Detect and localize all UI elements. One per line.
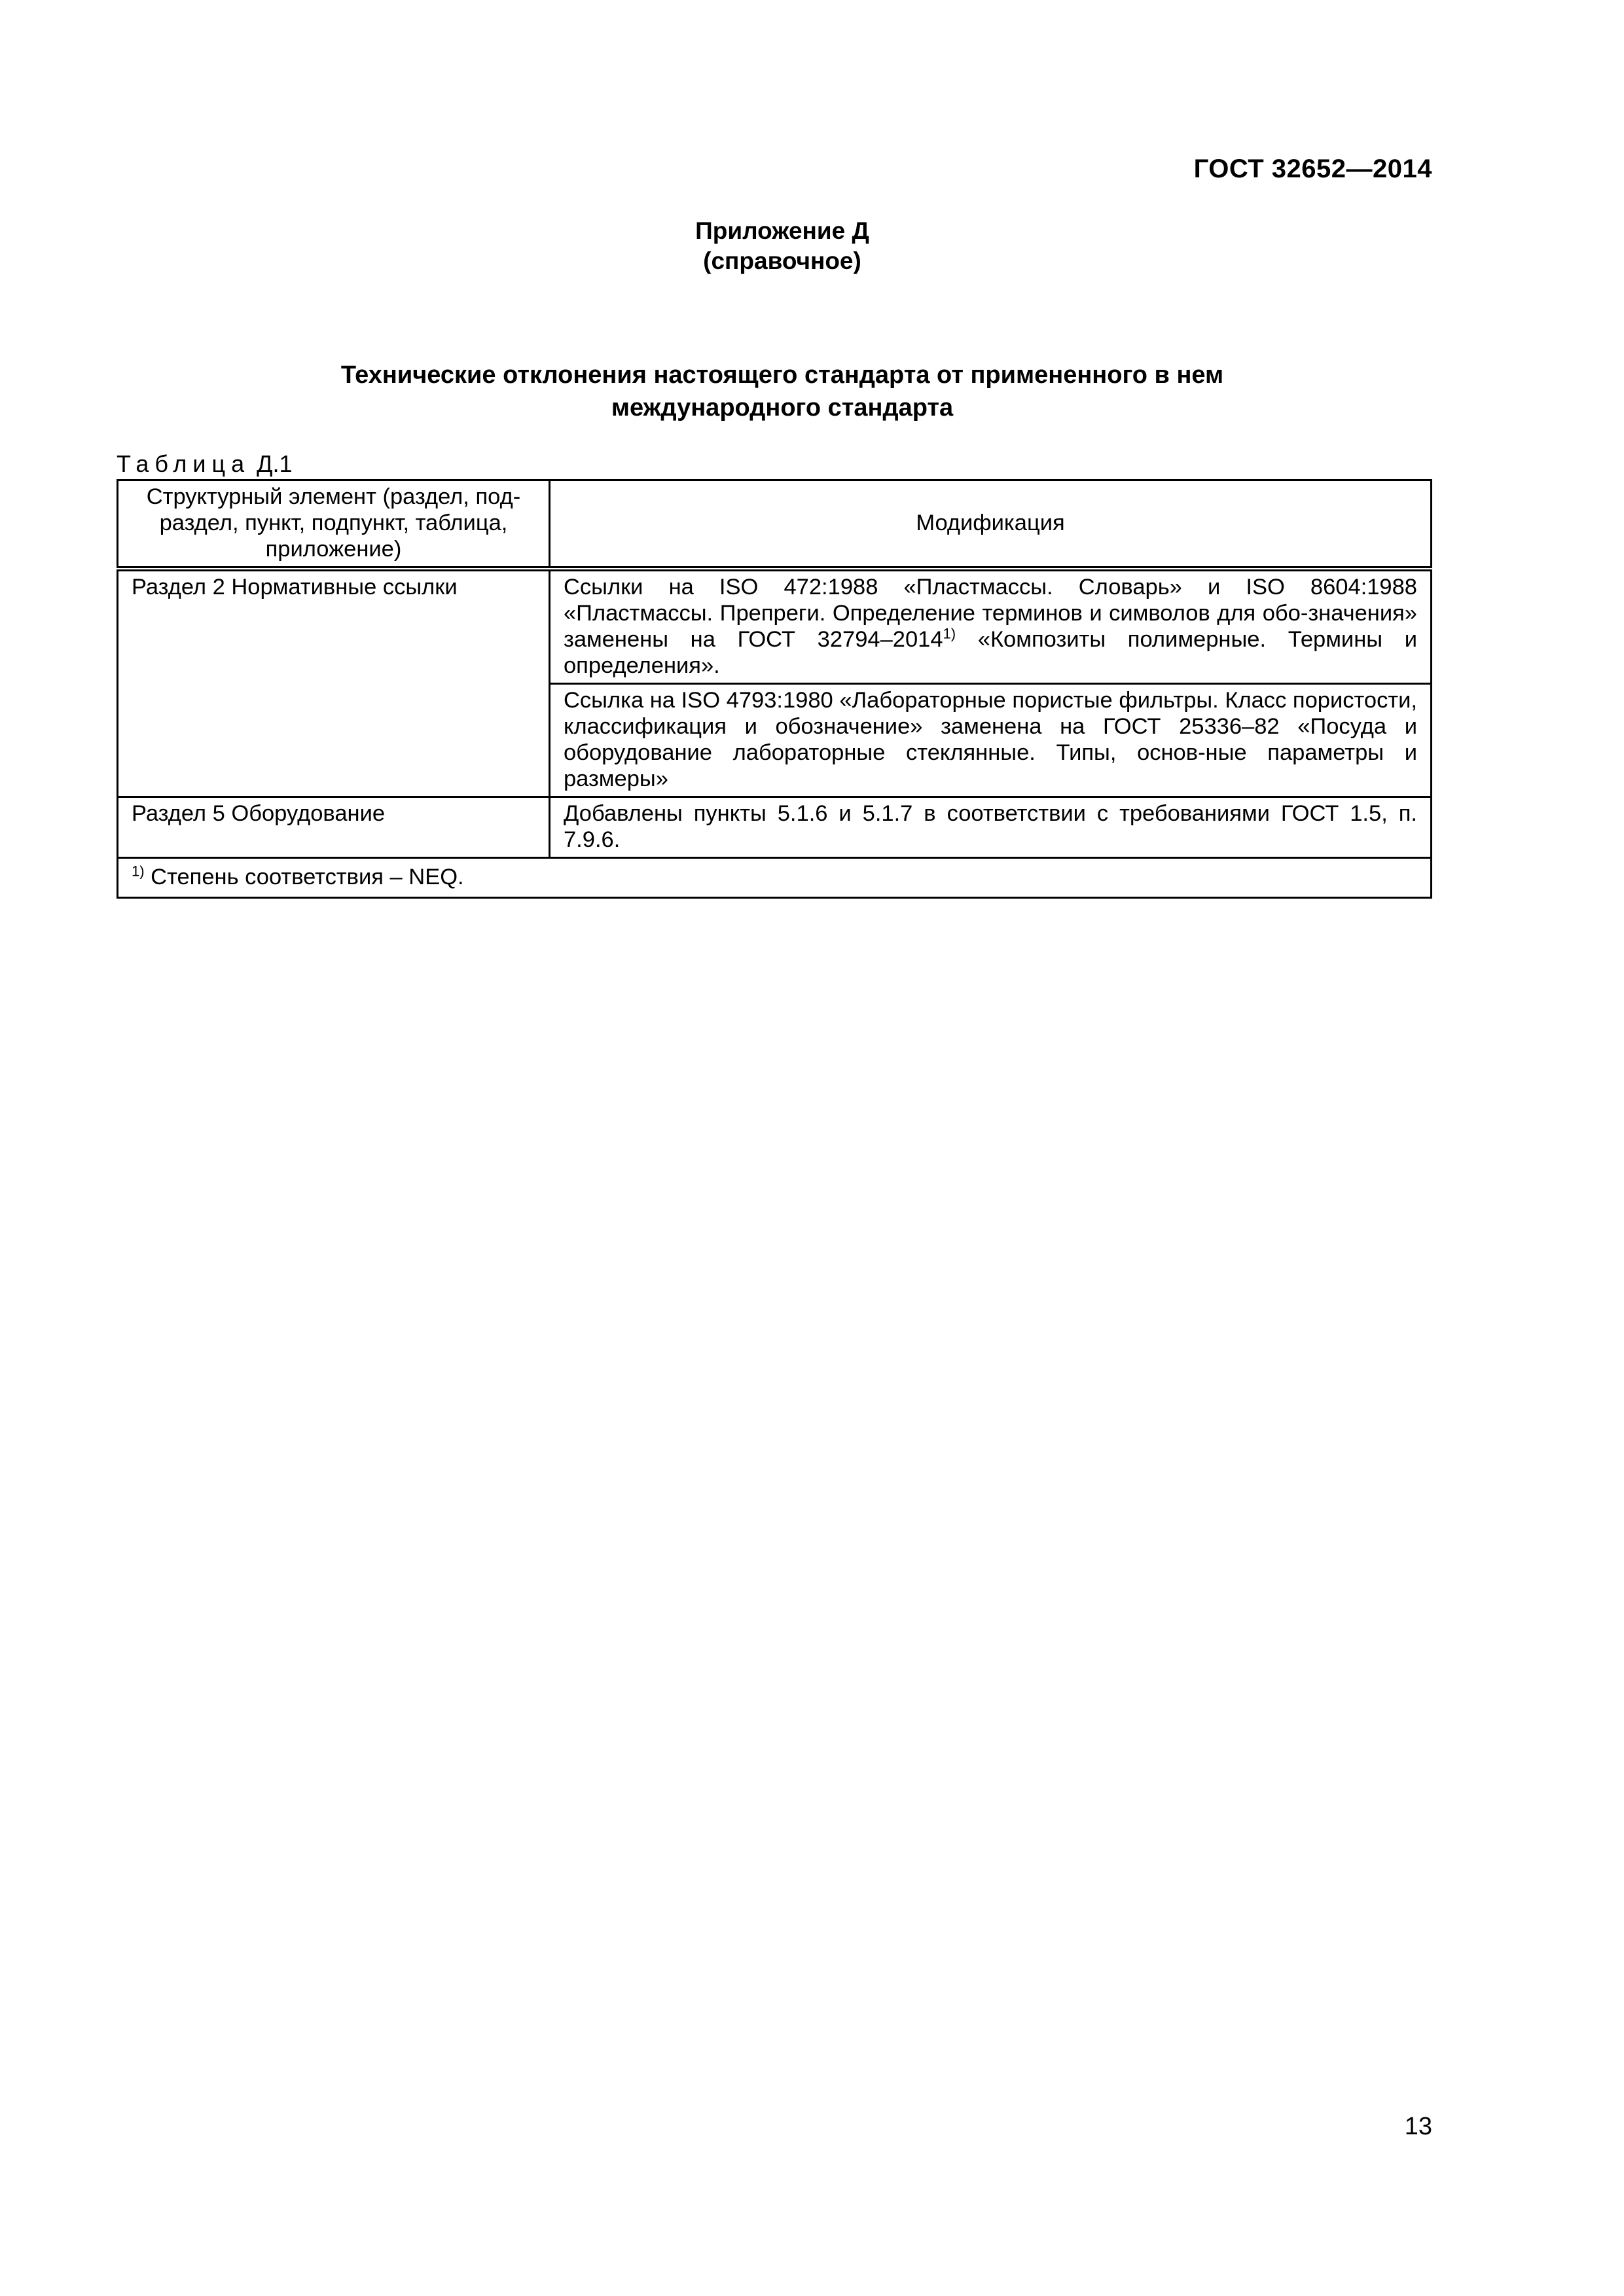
table-footnote (118, 858, 1432, 898)
modification-text: Ссылки на ISO 472:1988 «Пластмассы. Словарь» и ISO 8604:1988 «Пластмассы. Препреги. Определение терминов и символов для обо-значения» заменены на ГОСТ 32794–2014 (564, 575, 1417, 652)
footnote-mark: 1) (132, 863, 145, 880)
footnote-ref: 1) (943, 625, 956, 642)
deviations-table (117, 479, 1432, 899)
document-id: ГОСТ 32652—2014 (1193, 154, 1432, 183)
table-footnote-row (118, 858, 1432, 898)
section-title-line2: международного стандарта (611, 394, 954, 422)
row-modification (550, 569, 1432, 684)
table-header-row (118, 480, 1432, 569)
footnote-text: Степень соответствия – NEQ. (144, 865, 464, 889)
table-label (117, 450, 293, 478)
column-header-modification: Модификация (550, 480, 1432, 569)
modification-text-cont: «Композиты полимерные. Термины и определения». (564, 627, 1417, 678)
row-element-section5: Раздел 5 Оборудование (118, 797, 550, 858)
annex-heading (0, 216, 1564, 276)
page-number: 13 (1404, 2113, 1432, 2140)
row-modification: Ссылка на ISO 4793:1980 «Лабораторные пористые фильтры. Класс пористости, классификация и обозначение» заменена на ГОСТ 25336–82 «Посуда и оборудование лабораторные стеклянные. Типы, основ-ные параметры и размеры» (550, 684, 1432, 797)
annex-title: Приложение Д (695, 217, 869, 244)
row-modification: Добавлены пункты 5.1.6 и 5.1.7 в соответствии с требованиями ГОСТ 1.5, п. 7.9.6. (550, 797, 1432, 858)
table-row (118, 569, 1432, 684)
table-label-word: Таблица (117, 450, 251, 477)
section-title (0, 359, 1564, 424)
column-header-element: Структурный элемент (раздел, под-раздел, пункт, подпункт, таблица, приложение) (118, 480, 550, 569)
table-label-number: Д.1 (257, 450, 293, 477)
row-element-section2: Раздел 2 Нормативные ссылки (118, 569, 550, 797)
table-row (118, 797, 1432, 858)
section-title-line1: Технические отклонения настоящего стандарта от примененного в нем (340, 361, 1224, 389)
annex-subtitle: (справочное) (703, 247, 861, 274)
